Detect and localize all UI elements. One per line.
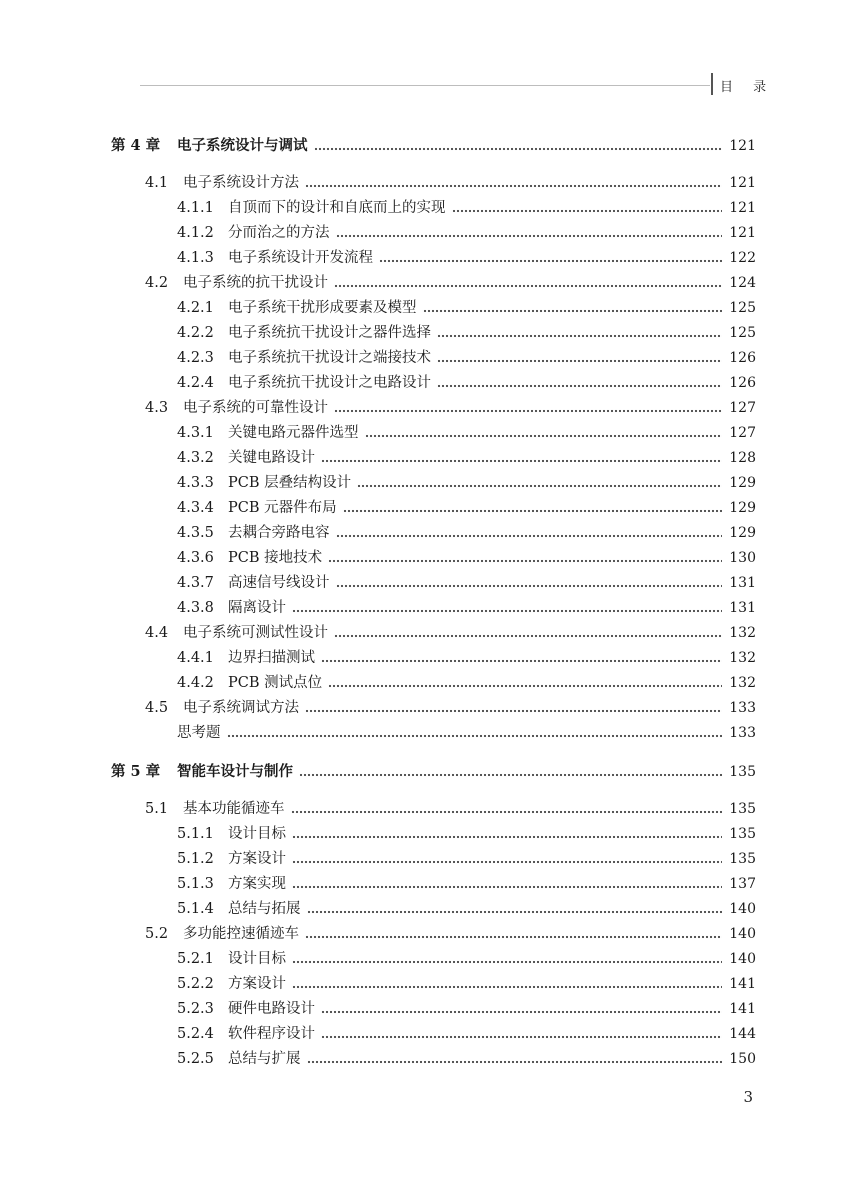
toc-subsection-entry[interactable] [0,948,850,970]
toc-entry-page: 135 [729,764,756,780]
toc-entry-title: 电子系统可测试性设计 [183,625,328,641]
toc-chapter-entry[interactable] [0,761,850,783]
dot-leader [343,497,722,519]
toc-entry-page: 121 [729,138,756,154]
running-header-title: 目 录 [720,80,775,95]
dot-leader [292,597,722,619]
toc-entry-number: 4.3.3 [177,475,214,491]
toc-entry-page: 140 [729,901,756,917]
toc-entry-page: 140 [729,951,756,967]
toc-entry-page: 141 [729,1001,756,1017]
toc-section-entry[interactable] [0,622,850,644]
toc-subsection-entry[interactable] [0,422,850,444]
toc-entry-page: 133 [729,700,756,716]
dot-leader [227,722,723,744]
toc-subsection-entry[interactable] [0,647,850,669]
dot-leader [328,547,722,569]
toc-entry-title: 自顶而下的设计和自底而上的实现 [228,200,446,216]
toc-entry-number: 4.2.1 [177,300,214,316]
toc-entry-title: 思考题 [177,725,221,741]
dot-leader [423,297,723,319]
toc-entry-title: 软件程序设计 [228,1026,315,1042]
toc-entry-page: 130 [729,550,756,566]
toc-entry-number: 4.3.8 [177,600,214,616]
dot-leader [321,447,722,469]
dot-leader [307,898,723,920]
toc-subsection-entry[interactable] [0,973,850,995]
toc-entry-title: 关键电路元器件选型 [228,425,359,441]
dot-leader [305,172,722,194]
toc-subsection-entry[interactable] [0,848,850,870]
dot-leader [336,522,723,544]
toc-subsection-entry[interactable] [0,497,850,519]
page-number: 3 [743,1088,753,1106]
toc-subsection-entry[interactable] [0,472,850,494]
toc-subsection-entry[interactable] [0,597,850,619]
toc-entry-number: 4.3 [145,400,169,416]
toc-section-entry[interactable] [0,697,850,719]
toc-entry-title: 硬件电路设计 [228,1001,315,1017]
toc-entry-number: 4.1 [145,175,169,191]
toc-entry-page: 126 [729,375,756,391]
toc-entry-title: 基本功能循迹车 [183,801,285,817]
toc-entry-page: 137 [729,876,756,892]
toc-entry-number: 5.2.5 [177,1051,214,1067]
toc-entry-title: 多功能控速循迹车 [183,926,299,942]
toc-entry-title: 电子系统抗干扰设计之器件选择 [228,325,431,341]
dot-leader [321,647,722,669]
toc-entry-title: PCB 测试点位 [228,675,323,691]
dot-leader [437,347,722,369]
toc-subsection-entry[interactable] [0,898,850,920]
dot-leader [336,572,723,594]
dot-leader [305,697,722,719]
toc-section-entry[interactable] [0,798,850,820]
toc-entry-page: 135 [729,851,756,867]
toc-subsection-entry[interactable] [0,347,850,369]
dot-leader [299,761,722,783]
toc-entry-number: 第 4 章 [111,137,161,154]
toc-subsection-entry[interactable] [0,722,850,744]
toc-entry-title: 边界扫描测试 [228,650,315,666]
toc-entry-page: 132 [729,650,756,666]
toc-subsection-entry[interactable] [0,1048,850,1070]
toc-subsection-entry[interactable] [0,823,850,845]
toc-section-entry[interactable] [0,272,850,294]
toc-entry-number: 4.3.2 [177,450,214,466]
toc-entry-title: 方案设计 [228,851,286,867]
toc-entry-number: 第 5 章 [111,763,161,780]
toc-entry-page: 132 [729,675,756,691]
toc-section-entry[interactable] [0,923,850,945]
dot-leader [336,222,723,244]
dot-leader [321,1023,722,1045]
toc-entry-page: 129 [729,475,756,491]
dot-leader [452,197,723,219]
toc-entry-number: 5.1.4 [177,901,214,917]
toc-entry-page: 144 [729,1026,756,1042]
toc-subsection-entry[interactable] [0,197,850,219]
toc-entry-title: 电子系统抗干扰设计之电路设计 [228,375,431,391]
dot-leader [357,472,722,494]
dot-leader [292,873,722,895]
header-divider [711,73,713,95]
toc-entry-title: 智能车设计与制作 [177,763,293,780]
toc-entry-number: 4.1.2 [177,225,214,241]
toc-entry-title: 电子系统抗干扰设计之端接技术 [228,350,431,366]
dot-leader [292,848,722,870]
toc-entry-number: 5.2 [145,926,169,942]
toc-entry-title: 电子系统干扰形成要素及模型 [228,300,417,316]
toc-entry-page: 150 [729,1051,756,1067]
toc-entry-title: 电子系统调试方法 [183,700,299,716]
toc-entry-number: 5.1.2 [177,851,214,867]
toc-entry-number: 4.4.1 [177,650,214,666]
toc-entry-page: 126 [729,350,756,366]
toc-entry-number: 5.1.3 [177,876,214,892]
toc-entry-page: 125 [729,325,756,341]
toc-entry-page: 141 [729,976,756,992]
toc-subsection-entry[interactable] [0,672,850,694]
toc-entry-page: 121 [729,225,756,241]
toc-entry-number: 4.3.4 [177,500,214,516]
toc-entry-title: 电子系统设计方法 [183,175,299,191]
toc-entry-number: 4.2 [145,275,169,291]
toc-entry-number: 5.1.1 [177,826,214,842]
dot-leader [307,1048,723,1070]
toc-entry-number: 4.4 [145,625,169,641]
dot-leader [291,798,723,820]
toc-entry-title: 去耦合旁路电容 [228,525,330,541]
dot-leader [328,672,722,694]
toc-entry-title: 电子系统设计开发流程 [228,250,373,266]
toc-entry-title: 电子系统设计与调试 [177,137,308,154]
toc-entry-number: 4.3.1 [177,425,214,441]
toc-entry-page: 127 [729,400,756,416]
toc-entry-page: 140 [729,926,756,942]
toc-entry-number: 5.1 [145,801,169,817]
dot-leader [292,948,722,970]
dot-leader [365,422,723,444]
toc-entry-title: 方案实现 [228,876,286,892]
toc-entry-number: 4.1.3 [177,250,214,266]
toc-entry-title: 设计目标 [228,951,286,967]
toc-entry-number: 5.2.1 [177,951,214,967]
toc-entry-page: 129 [729,500,756,516]
toc-section-entry[interactable] [0,397,850,419]
dot-leader [292,973,722,995]
toc-entry-title: 总结与拓展 [228,901,301,917]
dot-leader [334,272,722,294]
toc-entry-title: 设计目标 [228,826,286,842]
toc-entry-page: 128 [729,450,756,466]
toc-subsection-entry[interactable] [0,247,850,269]
toc-subsection-entry[interactable] [0,1023,850,1045]
toc-entry-title: 关键电路设计 [228,450,315,466]
toc-entry-title: 电子系统的抗干扰设计 [183,275,328,291]
toc-entry-title: 总结与扩展 [228,1051,301,1067]
toc-entry-page: 127 [729,425,756,441]
toc-entry-page: 135 [729,801,756,817]
toc-subsection-entry[interactable] [0,372,850,394]
toc-entry-title: 隔离设计 [228,600,286,616]
dot-leader [334,397,722,419]
toc-subsection-entry[interactable] [0,998,850,1020]
toc-section-entry[interactable] [0,172,850,194]
toc-entry-page: 121 [729,200,756,216]
toc-entry-page: 129 [729,525,756,541]
toc-entry-title: 电子系统的可靠性设计 [183,400,328,416]
toc-entry-number: 4.2.4 [177,375,214,391]
toc-subsection-entry[interactable] [0,322,850,344]
toc-entry-number: 4.3.7 [177,575,214,591]
toc-subsection-entry[interactable] [0,547,850,569]
toc-subsection-entry[interactable] [0,522,850,544]
toc-subsection-entry[interactable] [0,297,850,319]
toc-entry-page: 133 [729,725,756,741]
toc-entry-number: 4.2.3 [177,350,214,366]
toc-entry-number: 4.3.6 [177,550,214,566]
toc-entry-title: PCB 接地技术 [228,550,323,566]
toc-entry-page: 124 [729,275,756,291]
toc-entry-number: 4.3.5 [177,525,214,541]
toc-subsection-entry[interactable] [0,873,850,895]
toc-entry-page: 131 [729,600,756,616]
dot-leader [305,923,722,945]
toc-subsection-entry[interactable] [0,447,850,469]
toc-entry-title: 方案设计 [228,976,286,992]
toc-subsection-entry[interactable] [0,572,850,594]
toc-subsection-entry[interactable] [0,222,850,244]
dot-leader [437,322,722,344]
toc-entry-number: 5.2.4 [177,1026,214,1042]
toc-entry-number: 4.2.2 [177,325,214,341]
toc-entry-number: 4.1.1 [177,200,214,216]
toc-entry-title: 分而治之的方法 [228,225,330,241]
toc-entry-title: PCB 层叠结构设计 [228,475,352,491]
header-rule [140,85,710,86]
dot-leader [334,622,722,644]
toc-entry-page: 122 [729,250,756,266]
toc-entry-title: PCB 元器件布局 [228,500,337,516]
toc-entry-title: 高速信号线设计 [228,575,330,591]
toc-entry-number: 5.2.3 [177,1001,214,1017]
toc-entry-page: 121 [729,175,756,191]
dot-leader [379,247,722,269]
toc-entry-page: 131 [729,575,756,591]
toc-entry-page: 132 [729,625,756,641]
toc-entry-page: 135 [729,826,756,842]
toc-entry-number: 4.4.2 [177,675,214,691]
toc-entry-number: 4.5 [145,700,169,716]
dot-leader [437,372,722,394]
toc-chapter-entry[interactable] [0,135,850,157]
dot-leader [314,135,723,157]
toc-entry-page: 125 [729,300,756,316]
dot-leader [292,823,722,845]
toc-entry-number: 5.2.2 [177,976,214,992]
dot-leader [321,998,722,1020]
